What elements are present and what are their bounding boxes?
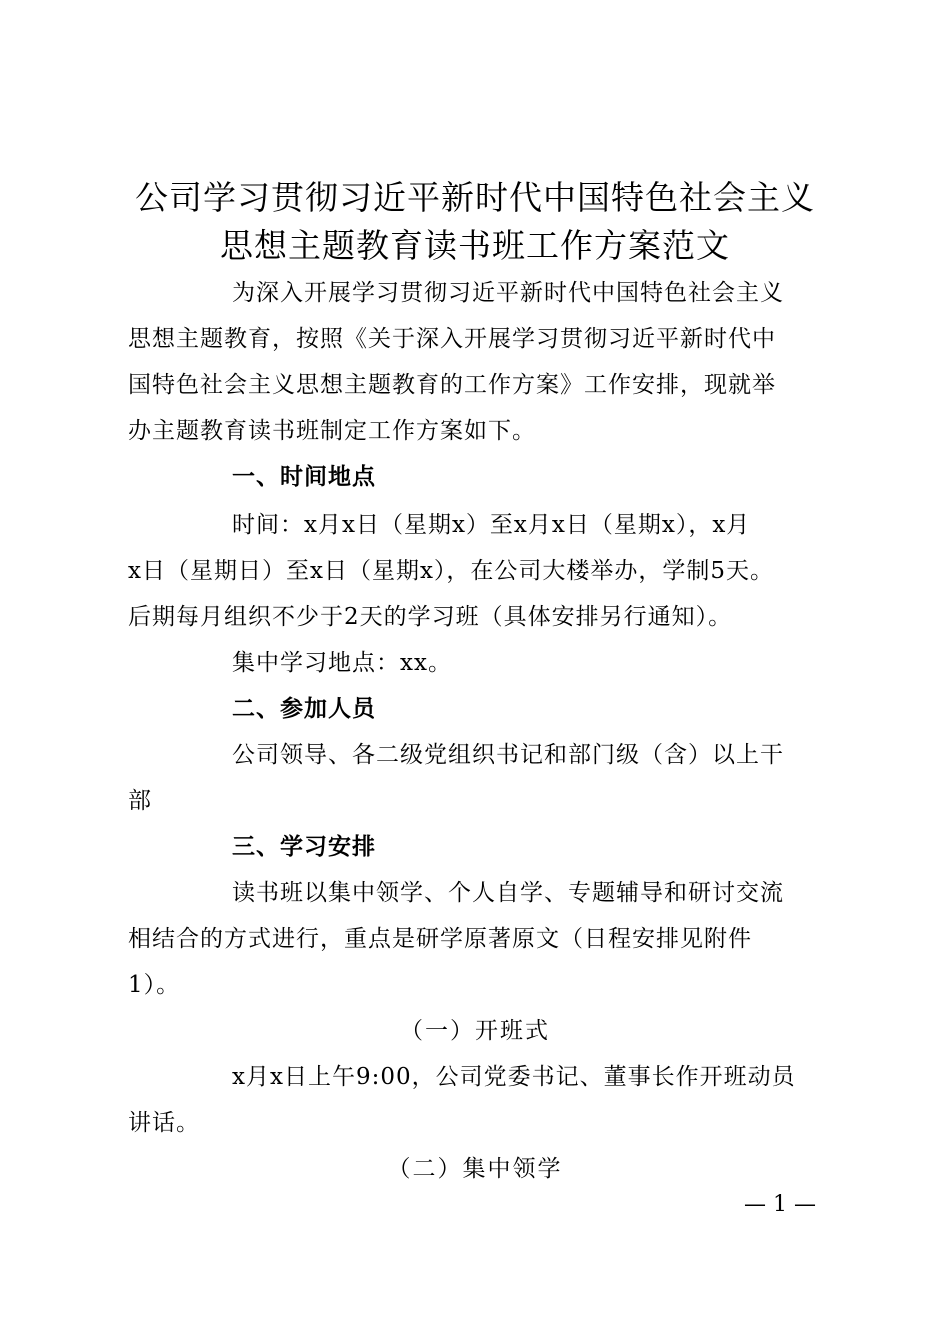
section-1-location-line: 集中学习地点：xx。	[232, 650, 452, 676]
section-heading-time-location: 一、时间地点	[232, 464, 376, 490]
section-1-paragraph-line: x日（星期日）至x日（星期x），在公司大楼举办，学制5天。	[128, 558, 775, 584]
section-2-paragraph-line: 公司领导、各二级党组织书记和部门级（含）以上干	[232, 742, 784, 768]
document-title-line-1: 公司学习贯彻习近平新时代中国特色社会主义	[135, 178, 815, 217]
section-3-paragraph-line: 读书班以集中领学、个人自学、专题辅导和研讨交流	[232, 880, 784, 906]
section-heading-study-arrangement: 三、学习安排	[232, 834, 376, 860]
intro-paragraph-line: 为深入开展学习贯彻习近平新时代中国特色社会主义	[232, 280, 784, 306]
intro-paragraph-line: 国特色社会主义思想主题教育的工作方案》工作安排，现就举	[128, 372, 776, 398]
page-number: — 1 —	[744, 1192, 816, 1217]
opening-ceremony-paragraph-line: x月x日上午9:00，公司党委书记、董事长作开班动员	[232, 1064, 796, 1090]
section-1-paragraph-line: 后期每月组织不少于2天的学习班（具体安排另行通知）。	[128, 604, 733, 630]
opening-ceremony-paragraph-line: 讲话。	[128, 1110, 200, 1136]
section-2-paragraph-line: 部	[128, 788, 152, 814]
subheading-opening-ceremony: （一）开班式	[400, 1018, 550, 1044]
intro-paragraph-line: 办主题教育读书班制定工作方案如下。	[128, 418, 536, 444]
document-title-line-2: 思想主题教育读书班工作方案范文	[220, 226, 730, 265]
subheading-centralized-study: （二）集中领学	[387, 1156, 563, 1182]
section-1-paragraph-line: 时间：x月x日（星期x）至x月x日（星期x），x月	[232, 512, 751, 538]
section-3-paragraph-line: 1）。	[128, 972, 181, 998]
section-heading-participants: 二、参加人员	[232, 696, 376, 722]
section-3-paragraph-line: 相结合的方式进行，重点是研学原著原文（日程安排见附件	[128, 926, 752, 952]
intro-paragraph-line: 思想主题教育，按照《关于深入开展学习贯彻习近平新时代中	[128, 326, 776, 352]
